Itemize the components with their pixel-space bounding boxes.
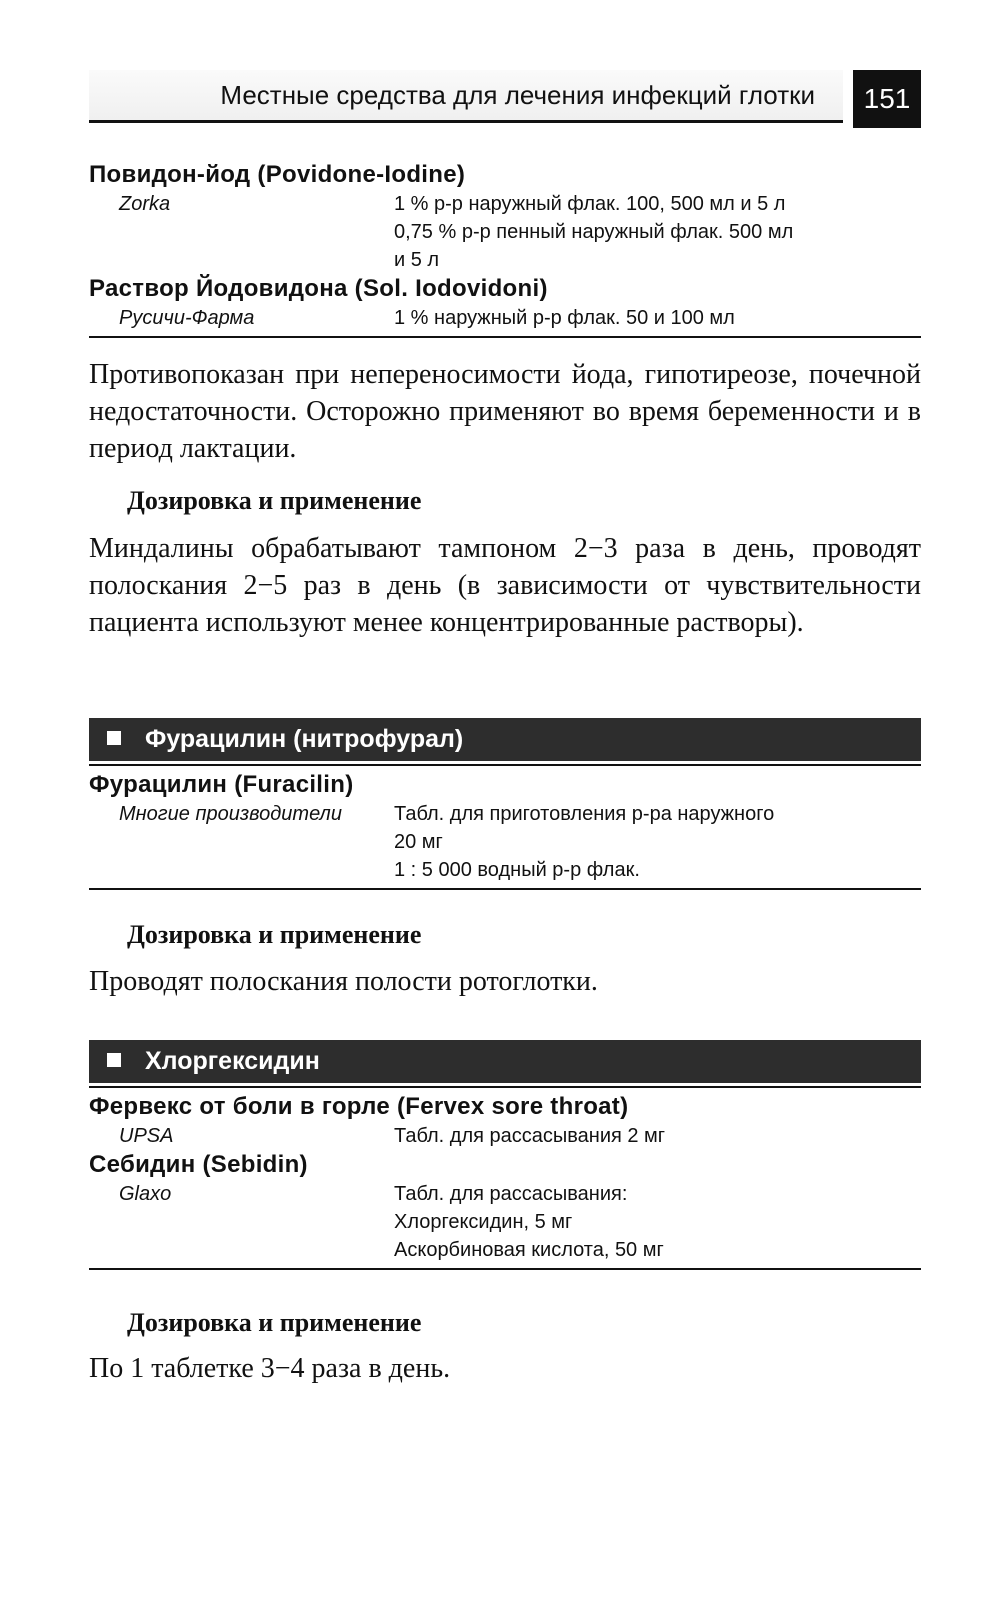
section-title: Фурацилин (нитрофурал) — [145, 725, 464, 753]
dosage-paragraph: Проводят полоскания полости ротоглотки. — [89, 966, 598, 997]
drug-name: Фервекс от боли в горле (Fervex sore throat) — [89, 1093, 629, 1120]
furacilin-drug-table — [89, 770, 921, 890]
drug-row — [89, 1180, 921, 1264]
square-bullet-icon — [107, 731, 121, 745]
banner-rule — [89, 764, 921, 766]
drug-form-line: 1 : 5 000 водный р-р флак. — [394, 859, 640, 881]
drug-name: Раствор Йодовидона (Sol. Iodovidoni) — [89, 275, 548, 302]
drug-form-line: и 5 л — [394, 249, 440, 271]
drug-form-line: 1 % наружный р-р флак. 50 и 100 мл — [394, 307, 735, 329]
drug-form-line: 1 % р-р наружный флак. 100, 500 мл и 5 л — [394, 193, 786, 215]
drug-form-line: 0,75 % р-р пенный наружный флак. 500 мл — [394, 221, 794, 243]
dosage-heading: Дозировка и применение — [127, 920, 422, 949]
drug-maker: Zorka — [119, 193, 171, 215]
drug-maker: UPSA — [119, 1125, 174, 1147]
section-banner-furacilin — [89, 718, 921, 761]
dosage-heading: Дозировка и применение — [127, 1308, 422, 1337]
header-title-box — [89, 70, 843, 123]
drug-forms — [394, 304, 921, 332]
drug-form-line: Табл. для рассасывания 2 мг — [394, 1125, 666, 1147]
drug-row — [89, 1122, 921, 1150]
drug-name: Себидин (Sebidin) — [89, 1151, 308, 1178]
section-title: Хлоргексидин — [145, 1047, 320, 1075]
drug-row — [89, 800, 921, 884]
table-rule — [89, 888, 921, 890]
drug-name: Фурацилин (Furacilin) — [89, 771, 354, 798]
square-bullet-icon — [107, 1053, 121, 1067]
drug-maker: Glaxo — [119, 1183, 172, 1205]
drug-form-line: Аскорбиновая кислота, 50 мг — [394, 1239, 664, 1261]
contraindication-paragraph: Противопоказан при непереносимости йода, гипотиреозе, почечной недостаточности. Осторожно применяют во время беременности и в период лактации. — [89, 359, 921, 464]
section-banner-chlorhexidine — [89, 1040, 921, 1083]
dosage-heading: Дозировка и применение — [127, 486, 422, 515]
table-rule — [89, 1268, 921, 1270]
banner-rule — [89, 1086, 921, 1088]
header-title: Местные средства для лечения инфекций глотки — [220, 80, 815, 110]
drug-forms — [394, 1180, 921, 1264]
page-number: 151 — [853, 70, 921, 128]
drug-form-line: Табл. для рассасывания: — [394, 1183, 628, 1205]
drug-maker: Русичи-Фарма — [119, 307, 255, 329]
drug-forms — [394, 1122, 921, 1150]
drug-forms — [394, 190, 921, 274]
drug-name: Повидон-йод (Povidone-Iodine) — [89, 161, 466, 188]
drug-row — [89, 190, 921, 274]
chlorhexidine-drug-table — [89, 1092, 921, 1270]
drug-maker: Многие производители — [119, 803, 342, 825]
dosage-paragraph: По 1 таблетке 3−4 раза в день. — [89, 1353, 451, 1384]
povidone-drug-table — [89, 160, 921, 338]
drug-forms — [394, 800, 921, 884]
table-rule — [89, 336, 921, 338]
drug-form-line: 20 мг — [394, 831, 443, 853]
drug-row — [89, 304, 921, 332]
drug-form-line: Хлоргексидин, 5 мг — [394, 1211, 573, 1233]
running-header — [89, 70, 921, 130]
dosage-paragraph: Миндалины обрабатывают тампоном 2−3 раза в день, проводят полоскания 2−5 раз в день (в зависимости от чувствительности пациента используют менее концентрированные растворы). — [89, 533, 921, 638]
drug-form-line: Табл. для приготовления р-ра наружного — [394, 803, 775, 825]
